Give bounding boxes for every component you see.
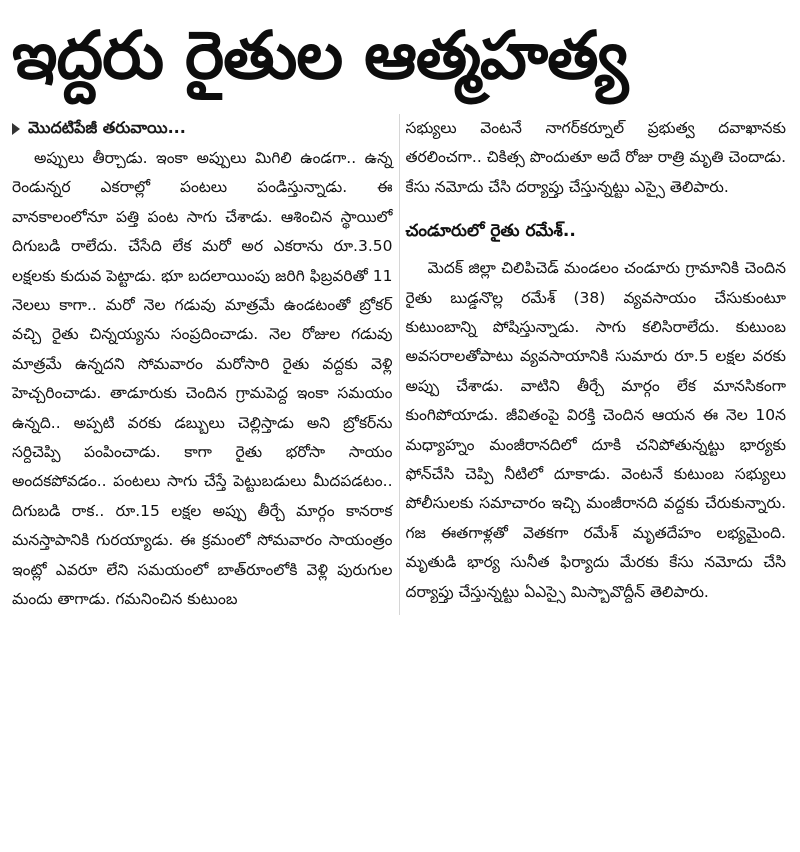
- article-column-right: [406, 114, 787, 615]
- continuation-label: మొదటిపేజీ తరువాయి...: [28, 117, 186, 137]
- triangle-right-icon: [12, 123, 20, 135]
- subheading: చండూరులో రైతు రమేశ్..: [405, 221, 576, 242]
- article-column-left: [12, 114, 393, 615]
- headline: ఇద్దరు రైతుల ఆత్మహత్య: [12, 17, 628, 94]
- article-body-part-3: మెదక్ జిల్లా చిలిపిచెడ్ మండలం చండూరు గ్రామానికి చెందిన రైతు బుడ్డనొల్ల రమేశ్ (38) వ్యవసాయం చేసుకుంటూ కుటుంబాన్ని పోషిస్తున్నాడు. సాగు కలిసిరాలేదు. కుటుంబ అవసరాలతోపాటు వ్యవసాయానికి సుమారు రూ.5 లక్షల వరకు అప్పు చేశాడు. వాటిని తీర్చే మార్గం లేక మానసికంగా కుంగిపోయాడు. జీవితంపై విరక్తి చెందిన ఆయన ఈ నెల 10న మధ్యాహ్నం మంజీరానదిలో దూకి చనిపోతున్నట్టు భార్యకు ఫోన్‌చేసి చెప్పి నీటిలో దూకాడు. వెంటనే కుటుంబ సభ్యులు పోలీసులకు సమాచారం ఇచ్చి మంజీరానది వద్దకు చేరుకున్నారు. గజ ఈతగాళ్లతో వెతకగా రమేశ్ మృతదేహం లభ్యమైంది. మృతుడి భార్య సునీత ఫిర్యాదు మేరకు కేసు నమోదు చేసి దర్యాప్తు చేస్తున్నట్టు ఏఎస్సై మిస్బావొద్దీన్ తెలిపారు.: [405, 259, 786, 601]
- column-divider: [399, 114, 400, 615]
- article-columns: [12, 114, 786, 615]
- article-body-part-1: అప్పులు తీర్చాడు. ఇంకా అప్పులు మిగిలి ఉండగా.. ఉన్న రెండున్నర ఎకరాల్లో పంటలు పండిస్తున్నాడు. ఈ వానకాలంలోనూ పత్తి పంట సాగు చేశాడు. ఆశించిన స్థాయిలో దిగుబడి రాలేదు. చేసేది లేక మరో అర ఎకరాను రూ.3.50 లక్షలకు కుదువ పెట్టాడు. భూ బదలాయింపు జరిగి ఫిబ్రవరితో 11 నెలలు కాగా.. మరో నెల గడువు మాత్రమే ఉండటంతో బ్రోకర్ వచ్చి రైతు చిన్నయ్యను సంప్రదించాడు. నెల రోజుల గడువు మాత్రమే ఉన్నదని సోమవారం మరోసారి రైతు వద్దకు వెళ్లి హెచ్చరించాడు. తాడూరుకు చెందిన గ్రామపెద్ద ఇంకా సమయం ఉన్నది.. అప్పటి వరకు డబ్బులు చెల్లిస్తాడు అని బ్రోకర్‌ను సర్దిచెప్పి పంపించాడు. కాగా రైతు భరోసా సాయం అందకపోవడం.. పంటలు సాగు చేస్తే పెట్టుబడులు మీదపడటం.. దిగుబడి రాక.. రూ.15 లక్షల అప్పు తీర్చే మార్గం కానరాక మనస్తాపానికి గురయ్యాడు. ఈ క్రమంలో సోమవారం సాయంత్రం ఇంట్లో ఎవరూ లేని సమయంలో బాత్‌రూంలోకి వెళ్లి పురుగుల మందు తాగాడు. గమనించిన కుటుంబ: [12, 149, 393, 609]
- article-body-part-2: సభ్యులు వెంటనే నాగర్‌కర్నూల్ ప్రభుత్వ దవాఖానకు తరలించగా.. చికిత్స పొందుతూ అదే రోజు రాత్రి మృతి చెందాడు. కేసు నమోదు చేసి దర్యాప్తు చేస్తున్నట్టు ఎస్సై తెలిపారు.: [405, 119, 786, 196]
- continuation-line: [12, 114, 393, 144]
